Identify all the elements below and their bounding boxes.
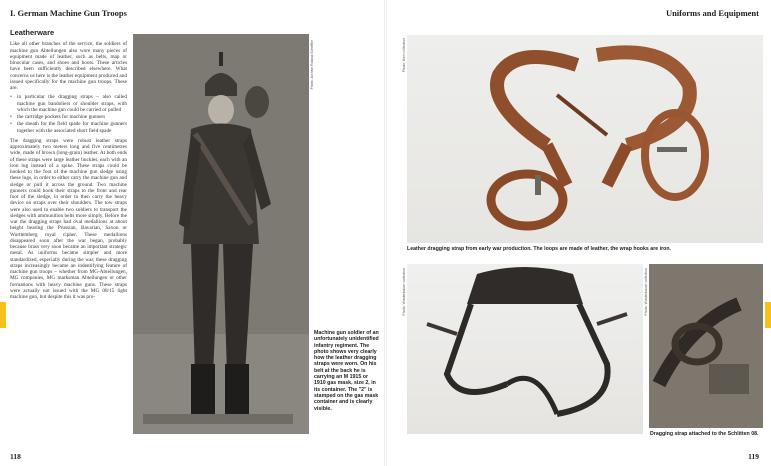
running-header-left: I. German Machine Gun Troops xyxy=(10,8,127,18)
dragging-strap-photo xyxy=(407,35,763,243)
text-column xyxy=(10,30,127,303)
list-item: • in particular the dragging straps – also called machine gun bandoliers or shoulder straps, with which the machine gun could be carried or pulled xyxy=(10,94,127,113)
intro-paragraph: Like all other branches of the service, the soldiers of machine gun Abteilungen also wore many pieces of equipment made of leather, such as belts, map or binocular cases, and shoes and boots. These articles have been sufficiently described elsewhere. What concerns us here is the leather equipment produced and issued specifically for the machine gun troops. These are: xyxy=(10,41,127,91)
chapter-tab-right xyxy=(765,302,771,328)
page-gutter xyxy=(384,0,387,466)
soldier-caption: Machine gun soldier of an unfortunately unidentified infantry regiment. The photo shows very clearly how the leather dragging straps were worn. On his belt at the back he is carrying an M 1915 or 1910 gas mask, size 2, in its container. The "2" is stamped on the gas mask container and is clearly visible. xyxy=(314,330,379,412)
body-paragraph: The dragging straps were robust leather straps approximately two meters long and five centimetres wide, made of brown (long-grain) leather. At both ends of these straps were large leather buckles, each with an iron lug instead of a spike. These straps could be hooked to the foot of the machine gun sledge using these lugs, in order to either carry the machine gun and sledge or pull it across the ground. Two machine gunners could hook their straps to the front and rear foot of the sledge, in order to then carry the heavy device on straps over their shoulders. The tow straps were also used to enable two soldiers to transport the sledges with ammunition belts more simply. Before the war the dragging straps had oval medallions at about height bearing the Prussian, Bavarian, Saxon or Wurttemberg royal cipher. These medallions disappeared soon after the war began, probably because brass very soon became an important strategic metal. As uniforms became simpler and more standardized, especially during the war, these dragging straps increasingly became an indentifying feature of machine gun troops – whether from MG-Abteilungen, MG companies, MG marksman Abteilungen or other formations with heavy machine guns. These straps were actually not issued with the MG 08/15 light machine gun, but despite this it was pro- xyxy=(10,137,127,300)
chapter-tab-left xyxy=(0,302,6,328)
photo-credit-harness: Photo: Wiedenbauer collection xyxy=(402,268,406,316)
list-item: • the cartridge pockets for machine gunners xyxy=(10,114,127,120)
dragging-strap-caption: Leather dragging strap from early war production. The loops are made of leather, the wrap hooks are iron. xyxy=(407,246,672,252)
sledge-strap-photo xyxy=(649,264,763,428)
list-item: • the sheath for the field spade for machine gunners together with the associated short field spade xyxy=(10,121,127,134)
soldier-photo xyxy=(133,34,309,434)
photo-credit-soldier: Photo: Archive Roland Scheffler xyxy=(310,40,314,90)
photo-credit-loop: Photo: Kern collection xyxy=(402,38,406,73)
running-header-right: Uniforms and Equipment xyxy=(665,8,759,18)
page-number-left: 118 xyxy=(10,452,21,461)
harness-photo xyxy=(407,264,643,434)
page-number-right: 119 xyxy=(748,452,759,461)
equipment-list xyxy=(10,94,127,134)
section-heading: Leatherware xyxy=(10,28,55,37)
sledge-strap-caption: Dragging strap attached to the Schlitten 08. xyxy=(650,431,759,437)
photo-credit-detail: Photo: Wiedenbauer collection xyxy=(644,268,648,316)
